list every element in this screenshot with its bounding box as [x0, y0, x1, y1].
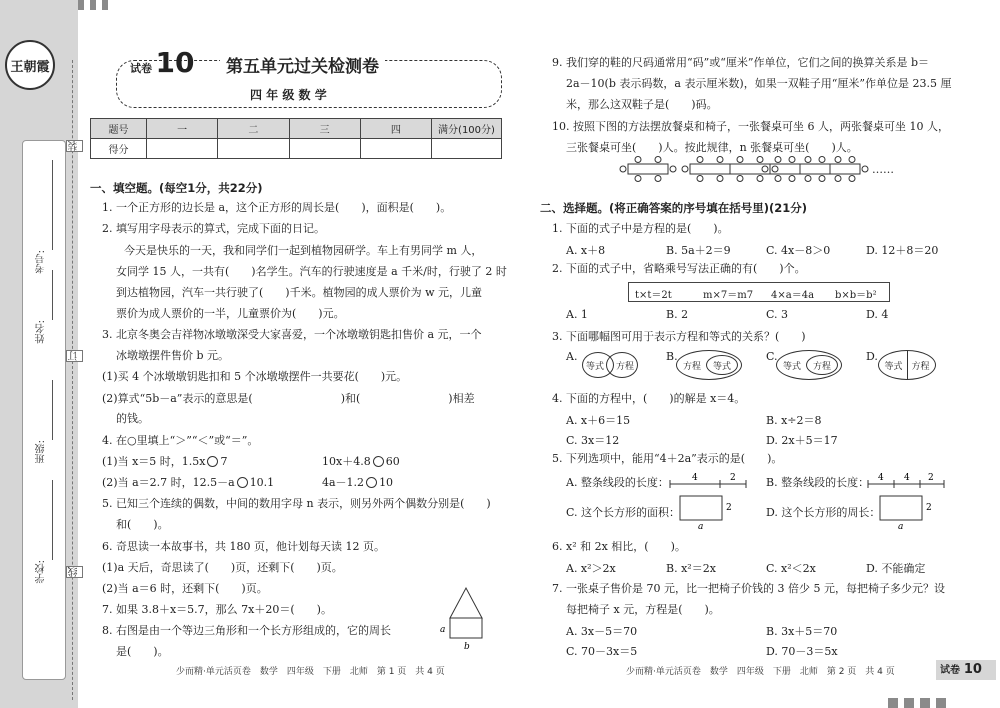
q7-option-d[interactable]: D. 70－3＝5x [766, 645, 838, 658]
q1-option-c[interactable]: C. 4x－8＞0 [766, 244, 831, 257]
top-bar-left [78, 0, 84, 10]
top-bar-right [904, 698, 914, 708]
q2-expression-box [628, 282, 890, 302]
rect-label: 2 [926, 503, 932, 513]
brand-seal [5, 40, 55, 90]
venn-split [878, 350, 936, 380]
compare-left: 10x＋4.8 [322, 455, 371, 468]
score-header-cell: 一 [147, 119, 218, 139]
question-line: 女同学 15 人，一共有( )名学生。汽车的行驶速度是 a 千米/时，行驶了 2 时 [116, 265, 507, 278]
binding-sidebar [0, 0, 78, 708]
score-row [91, 139, 502, 159]
compare-circle[interactable] [237, 477, 248, 488]
binding-line [72, 60, 73, 700]
q6-stem: 6. x² 和 2x 相比，( )。 [552, 540, 686, 553]
compare-right: 7 [220, 455, 228, 468]
venn-label: 方程 [812, 361, 831, 372]
compare-circle[interactable] [373, 456, 384, 467]
question-line: 是( )。 [116, 645, 169, 658]
one-table [620, 157, 676, 182]
q2-option-b[interactable]: B. 2 [666, 308, 689, 321]
q4-stem: 4. 下面的方程中，( )的解是 x＝4。 [552, 392, 746, 405]
question-line: (2)当 a＝6 时，还剩下( )页。 [102, 582, 268, 595]
q5-option-a[interactable]: A. 整条线段的长度： [566, 476, 669, 489]
compare-left: (1)当 x＝5 时，1.5x [102, 455, 206, 468]
venn-label: 等式 [585, 361, 604, 372]
q3-option-c[interactable]: C. [766, 350, 778, 363]
rect-label: 2 [726, 503, 732, 513]
badge-number: 10 [963, 662, 982, 677]
score-cell[interactable] [147, 139, 218, 159]
venn-inner [706, 355, 738, 375]
compare-left: (2)当 a＝2.7 时，12.5－a [102, 476, 235, 489]
question-line: 1. 一个正方形的边长是 a，这个正方形的周长是( )，面积是( )。 [102, 201, 452, 214]
exam-badge-bottom [936, 660, 996, 680]
q2-option-a[interactable]: A. 1 [566, 308, 588, 321]
question-line: 和( )。 [116, 518, 169, 531]
rect-label: a [898, 522, 904, 530]
q4-option-b[interactable]: B. x÷2＝8 [766, 414, 822, 427]
question-line: 到达植物园，汽车一共行驶了( )千米。植物园的成人票价为 w 元，儿童 [116, 286, 482, 299]
q6-option-c[interactable]: C. x²＜2x [766, 562, 816, 575]
q2-expr: 4×a＝4a [771, 290, 815, 301]
venn-label: 方程 [911, 361, 930, 372]
seal-text: 王朝霞 [10, 59, 50, 75]
segment-label: 4 [904, 473, 910, 483]
score-cell[interactable] [289, 139, 360, 159]
q6-option-a[interactable]: A. x²＞2x [566, 562, 616, 575]
q1-stem: 1. 下面的式子中是方程的是( )。 [552, 222, 729, 235]
q1-option-b[interactable]: B. 5a＋2＝9 [666, 244, 731, 257]
name-line [52, 270, 53, 320]
q2-expr: m×7＝m7 [703, 290, 754, 301]
score-header-cell: 四 [360, 119, 431, 139]
compare-left: 4a－1.2 [322, 476, 365, 489]
score-row-label: 得分 [91, 139, 147, 159]
q2-option-c[interactable]: C. 3 [766, 308, 789, 321]
score-header-row [91, 119, 502, 139]
q1-option-a[interactable]: A. x＋8 [566, 244, 606, 257]
q7-option-c[interactable]: C. 70－3x＝5 [566, 645, 638, 658]
q2-expr: b×b＝b² [835, 290, 877, 301]
q5-option-b[interactable]: B. 整条线段的长度： [766, 476, 870, 489]
question-line: 3. 北京冬奥会吉祥物冰墩墩深受大家喜爱，一个冰墩墩钥匙扣售价 a 元，一个 [102, 328, 482, 341]
question-line: 的钱。 [116, 412, 149, 425]
score-header-cell: 三 [289, 119, 360, 139]
exam-badge [130, 46, 194, 79]
ellipsis: …… [872, 163, 894, 176]
side-label-b: b [464, 642, 470, 652]
page-title: 第五单元过关检测卷 [220, 52, 385, 77]
question-line: 5. 已知三个连续的偶数，中间的数用字母 n 表示，则另外两个偶数分别是( ) [102, 497, 491, 510]
question-line: 米，那么这双鞋子是( )码。 [566, 98, 718, 111]
question-line: 今天是快乐的一天，我和同学们一起到植物园研学。车上有男同学 m 人， [102, 244, 483, 257]
q7-option-a[interactable]: A. 3x－5＝70 [566, 625, 638, 638]
compare-row-2b [322, 476, 393, 490]
q7-option-b[interactable]: B. 3x＋5＝70 [766, 625, 838, 638]
q5-option-c[interactable]: C. 这个长方形的面积： [566, 506, 681, 519]
venn-circle [606, 352, 638, 378]
badge-label: 试卷 [130, 62, 152, 75]
q5-d-rect [878, 494, 938, 530]
q7-stem: 每把椅子 x 元，方程是( )。 [566, 603, 720, 616]
q5-a-segment [668, 470, 748, 490]
question-line: 三张餐桌可坐( )人。按此规律，n 张餐桌可坐( )人。 [566, 141, 858, 154]
question-line: 2a－10(b 表示码数，a 表示厘米数)，如果一双鞋子用“厘米”作单位是 23.5 厘 [566, 77, 952, 90]
score-header-cell: 满分(100分) [432, 119, 502, 139]
binding-mark: 线 [66, 566, 83, 578]
q5-c-rect [678, 494, 738, 530]
footer-left: 少而精·单元活页卷 数学 四年级 下册 北师 第 1 页 共 4 页 [176, 667, 445, 677]
question-line: (2)算式“5b－a”表示的意思是( )和( )相差 [102, 392, 475, 405]
score-header-cell: 二 [218, 119, 289, 139]
compare-circle[interactable] [366, 477, 377, 488]
house-figure [438, 582, 498, 654]
class-label: 班级: [36, 440, 47, 464]
compare-circle[interactable] [207, 456, 218, 467]
badge-number: 10 [155, 46, 195, 79]
score-table [90, 118, 502, 159]
question-line: 9. 我们穿的鞋的尺码通常用“码”或“厘米”作单位，它们之间的换算关系是 b＝ [552, 56, 930, 69]
q7-stem: 7. 一张桌子售价是 70 元，比一把椅子价钱的 3 倍少 5 元，每把椅子多少元？设 [552, 582, 945, 595]
q2-expr: t×t＝2t [635, 290, 672, 301]
venn-label: 等式 [783, 361, 802, 372]
top-bar-right [936, 698, 946, 708]
compare-row-2 [102, 476, 274, 490]
binding-mark: 装 [66, 140, 83, 152]
question-line: 6. 奇思读一本故事书，共 180 页，他计划每天读 12 页。 [102, 540, 385, 553]
compare-row-1 [102, 455, 227, 469]
compare-right: 10.1 [249, 476, 275, 489]
q1-option-d[interactable]: D. 12＋8＝20 [866, 244, 939, 257]
q3-option-d[interactable]: D. [866, 350, 878, 363]
question-line: 8. 右图是由一个等边三角形和一个长方形组成的，它的周长 [102, 624, 391, 637]
answer-strip [22, 140, 66, 680]
rect-label: a [698, 522, 704, 530]
binding-mark: 订 [66, 350, 83, 362]
q4-option-d[interactable]: D. 2x＋5＝17 [766, 434, 838, 447]
q5-option-d[interactable]: D. 这个长方形的周长： [766, 506, 881, 519]
question-line: (1)a 天后，奇思读了( )页，还剩下( )页。 [102, 561, 343, 574]
segment-label: 4 [878, 473, 884, 483]
compare-right: 60 [385, 455, 400, 468]
class-line [52, 380, 53, 440]
q6-option-b[interactable]: B. x²＝2x [666, 562, 716, 575]
venn-label: 方程 [683, 361, 702, 372]
venn-label: 方程 [615, 361, 634, 372]
venn-label: 等式 [712, 361, 731, 372]
top-bar-left [90, 0, 96, 10]
venn-label: 等式 [884, 361, 903, 372]
question-line: 2. 填写用字母表示的算式，完成下面的日记。 [102, 222, 325, 235]
score-cell[interactable] [360, 139, 431, 159]
three-tables-figure [760, 156, 870, 182]
segment-label: 4 [692, 473, 698, 483]
question-line: 10. 按照下图的方法摆放餐桌和椅子，一张餐桌可坐 6 人，两张餐桌可坐 10 人， [552, 120, 949, 133]
q6-option-d[interactable]: D. 不能确定 [866, 562, 926, 575]
name-label: 姓名: [36, 320, 47, 344]
school-line [52, 480, 53, 560]
side-label-a: a [440, 625, 446, 635]
split-line [907, 351, 908, 379]
page-subtitle: 四 年 级 数 学 [250, 88, 327, 102]
q5-b-segment [866, 470, 946, 490]
exam-id-line [52, 160, 53, 250]
score-header-cell: 题号 [91, 119, 147, 139]
question-line: (1)买 4 个冰墩墩钥匙扣和 5 个冰墩墩摆件一共要花( )元。 [102, 370, 408, 383]
q4-option-c[interactable]: C. 3x＝12 [566, 434, 620, 447]
segment-label: 2 [730, 473, 736, 483]
question-line: 票价为成人票价的一半，儿童票价为( )元。 [116, 307, 345, 320]
section-choice: 二、选择题。(将正确答案的序号填在括号里)(21分) [540, 201, 808, 215]
triangle-shape [450, 588, 482, 618]
exam-id-label: 考号: [36, 250, 47, 274]
q2-option-d[interactable]: D. 4 [866, 308, 889, 321]
compare-right: 10 [379, 476, 394, 489]
rect-shape [880, 496, 922, 520]
q2-stem: 2. 下面的式子中，省略乘号写法正确的有( )个。 [552, 262, 806, 275]
top-bar-left [102, 0, 108, 10]
badge-label: 试卷 [940, 665, 960, 676]
q3-option-b[interactable]: B. [666, 350, 678, 363]
compare-row-1b [322, 455, 400, 469]
q5-stem: 5. 下列选项中，能用“4＋2a”表示的是( )。 [552, 452, 783, 465]
segment-label: 2 [928, 473, 934, 483]
score-cell[interactable] [218, 139, 289, 159]
school-label: 学校: [36, 560, 47, 584]
q4-option-a[interactable]: A. x＋6＝15 [566, 414, 631, 427]
q3-option-a[interactable]: A. [566, 350, 578, 363]
section-fill-blank: 一、填空题。(每空1分，共22分) [90, 181, 263, 195]
question-line: 4. 在○里填上“＞”“＜”或“＝”。 [102, 434, 259, 447]
top-bar-right [888, 698, 898, 708]
score-cell[interactable] [432, 139, 502, 159]
top-bar-right [920, 698, 930, 708]
q3-stem: 3. 下面哪幅图可用于表示方程和等式的关系？( ) [552, 330, 806, 343]
question-line: 冰墩墩摆件售价 b 元。 [116, 349, 230, 362]
venn-inner [806, 355, 838, 375]
rect-shape [680, 496, 722, 520]
footer-right: 少而精·单元活页卷 数学 四年级 下册 北师 第 2 页 共 4 页 [626, 667, 895, 677]
rectangle-shape [450, 618, 482, 638]
question-line: 7. 如果 3.8＋x＝5.7，那么 7x＋20＝( )。 [102, 603, 332, 616]
